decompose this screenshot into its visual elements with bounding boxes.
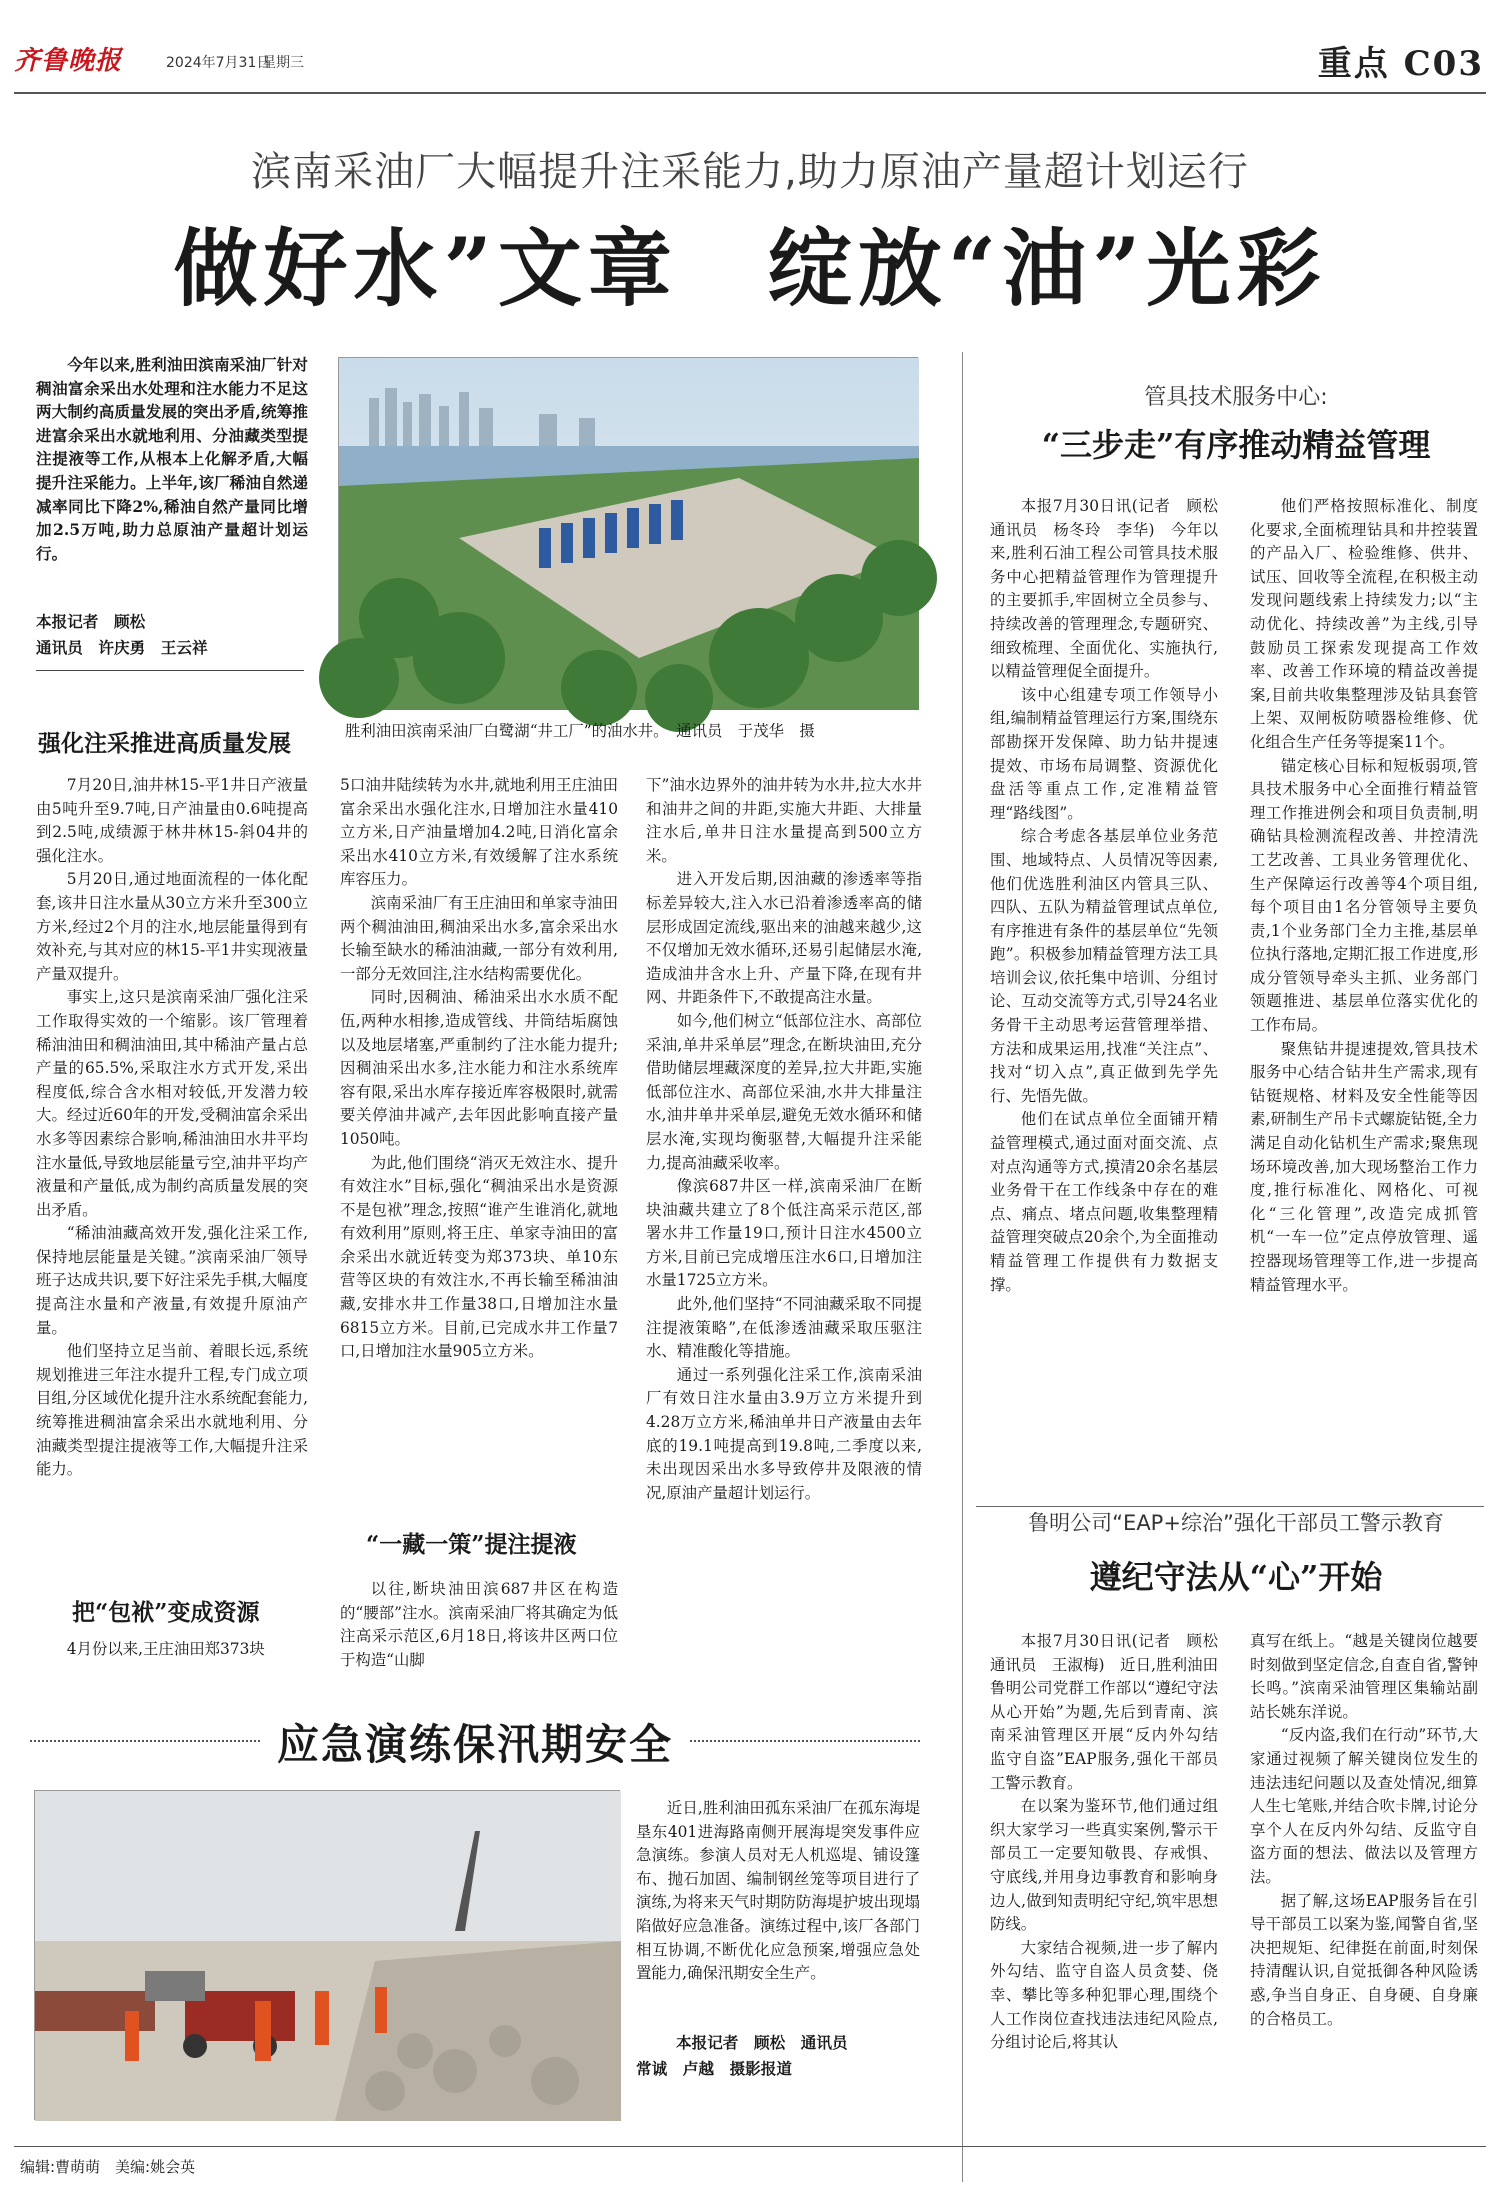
drill-byline-1: 本报记者 顾松 通讯员: [676, 2033, 848, 2052]
lead-col1-paragraph: 7月20日,油井林15-平1井日产液量由5吨升至9.7吨,日产油量由0.6吨提高到2.5吨,成绩源于林井林15-斜04井的强化注水。: [36, 776, 308, 865]
pipe-paragraph: 聚焦钻井提速提效,管具技术服务中心结合钻井生产需求,现有钻铤规格、材料及安全性能等因素,研制生产吊卡式螺旋钻铤,全力满足自动化钻机生产需求;聚焦现场环境改善,加大现场整治工作力度,推行标准化、网格化、可视化“三化管理”,改造完成抓管机“一车一位”定点停放管理、遥控器现场管理等工作,进一步提高精益管理水平。: [1250, 1039, 1478, 1294]
law-paragraph: 在以案为鉴环节,他们通过组织大家学习一些真实案例,警示干部员工一定要知敬畏、存戒惧、守底线,并用身边事教育和影响身边人,做到知责明纪守纪,筑牢思想防线。: [990, 1797, 1218, 1934]
issue-date: 2024年7月31日: [166, 55, 271, 71]
lead-col1-paragraph: 5月20日,通过地面流程的一体化配套,该井日注水量从30立方米升至300立方米,经过2个月的注水,地层能量得到有效补充,与其对应的林15-平1井实现液量产量双提升。: [36, 870, 308, 983]
lead-col3-paragraph: 像滨687井区一样,滨南采油厂在断块油藏共建立了8个低注高采示范区,部署水井工作量19口,预计日注水4500立方米,目前已完成增压注水6口,日增加注水量1725立方米。: [646, 1177, 922, 1290]
footer-editor: 编辑:曹萌萌 美编:姚会英: [20, 2158, 196, 2176]
law-paragraph: 真写在纸上。“越是关键岗位越要时刻做到坚定信念,自查自省,警钟长鸣。”滨南采油管理区集输站副站长姚东洋说。: [1250, 1632, 1478, 1721]
lead-col3-paragraph: 下”油水边界外的油井转为水井,拉大水井和油井之间的井距,实施大井距、大排量注水后,单井日注水量提高到500立方米。: [646, 776, 922, 865]
lead-subhead: 滨南采油厂大幅提升注采能力,助力原油产量超计划运行: [251, 149, 1249, 195]
drill-photo-illustration: [35, 1791, 621, 2121]
lead-col3-paragraph: 通过一系列强化注采工作,滨南采油厂有效日注水量由3.9万立方米提升到4.28万立方米,稀油单井日产液量由去年底的19.1吨提高到19.8吨,二季度以来,未出现因采出水多导致停井及限液的情况,原油产量超计划运行。: [646, 1365, 922, 1502]
drill-photo: [34, 1790, 620, 2120]
lead-col2-paragraph: 滨南采油厂有王庄油田和单家寺油田两个稠油油田,稠油采出水多,富余采出水长输至缺水的稀油油藏,一部分有效利用,一部分无效回注,注水结构需要优化。: [340, 893, 618, 983]
lead-col3-paragraph: 进入开发后期,因油藏的渗透率等指标差异较大,注入水已沿着渗透率高的储层形成固定流线,驱出来的油越来越少,这不仅增加无效水循环,还易引起储层水淹,造成油井含水上升、产量下降,在现有井网、井距条件下,不敢提高注水量。: [646, 870, 922, 1007]
newspaper-logo: 齐鲁晚报: [14, 46, 123, 76]
oilfield-photo-illustration: [339, 358, 919, 710]
column-divider: [962, 352, 963, 2182]
pipe-headline: “三步走”有序推动精益管理: [1041, 426, 1431, 464]
pipe-paragraph: 该中心组建专项工作领导小组,编制精益管理运行方案,围绕东部勘探开发保障、助力钻井提速提效、市场布局调整、资源优化盘活等重点工作,定准精益管理“路线图”。: [990, 685, 1218, 822]
law-paragraph: 大家结合视频,进一步了解内外勾结、监守自盗人员贪婪、侥幸、攀比等多种犯罪心理,围绕个人工作岗位查找违法违纪风险点,分组讨论后,将其认: [990, 1938, 1218, 2052]
law-headline: 遵纪守法从“心”开始: [1089, 1558, 1383, 1596]
lead-col1-paragraph: “稀油油藏高效开发,强化注采工作,保持地层能量是关键。”滨南采油厂领导班子达成共识,要下好注采先手棋,大幅度提高注水量和产液量,有效提升原油产量。: [36, 1224, 308, 1337]
section-label: 重点 C03: [1317, 44, 1484, 84]
lead-col2-tail: 以往,断块油田滨687井区在构造的“腰部”注水。滨南采油厂将其确定为低注高采示范区,6月18日,将该井区两口位于构造“山脚: [340, 1580, 618, 1669]
pipe-paragraph: 锚定核心目标和短板弱项,管具技术服务中心全面推行精益管理工作推进例会和项目负责制,明确钻具检测流程改善、井控清洗工艺改善、工具业务管理优化、生产保障运行改善等4个项目组,每个项目由1名分管领导主要负责,1个业务部门全力主推,基层单位执行落地,定期汇报工作进度,形成分管领导牵头主抓、业务部门领题推进、基层单位落实优化的工作布局。: [1250, 756, 1478, 1035]
lead-divider: [36, 670, 304, 671]
law-paragraph: “反内盗,我们在行动”环节,大家通过视频了解关键岗位发生的违法违纪问题以及查处情况,细算人生七笔账,并结合吹卡牌,讨论分享个人在反内外勾结、反监守自盗方面的想法、做法以及管理方法。: [1250, 1726, 1478, 1886]
drill-byline-2: 常诚 卢越 摄影报道: [636, 2059, 792, 2078]
lead-col2-paragraph: 为此,他们围绕“消灭无效注水、提升有效注水”目标,强化“稠油采出水是资源不是包袱”理念,按照“谁产生谁消化,就地有效利用”原则,将王庄、单家寺油田的富余采出水就近转变为郑373块、单10东营等区块的有效注水,不再长输至稀油油藏,安排水井工作量38口,日增加注水量6815立方米。目前,已完成水井工作量7口,日增加注水量905立方米。: [340, 1153, 618, 1361]
lead-byline-reporter: 本报记者 顾松: [36, 612, 146, 631]
footer-rule: [14, 2146, 1486, 2147]
law-col-a: [990, 1630, 1234, 2174]
lead-col1: [36, 774, 308, 1588]
drill-headline: 应急演练保汛期安全: [276, 1720, 673, 1769]
header-rule: [14, 92, 1486, 94]
drill-rule-left: [30, 1740, 260, 1742]
law-paragraph: 据了解,这场EAP服务旨在引导干部员工以案为鉴,闻警自省,坚决把规矩、纪律挺在前面,时刻保持清醒认识,自觉抵御各种风险诱惑,争当自身正、自身硬、自身廉的合格员工。: [1250, 1891, 1478, 2028]
pipe-col-b: [1250, 495, 1478, 1495]
law-col-b: [1250, 1630, 1478, 2174]
law-paragraph: 本报7月30日讯(记者 顾松 通讯员 王淑梅) 近日,胜利油田鲁明公司党群工作部以“遵纪守法从心开始”为题,先后到青南、滨南采油管理区开展“反内外勾结 监守自盗”EAP服务,强化干部员工警示教育。: [990, 1632, 1234, 1792]
drill-text: 近日,胜利油田孤东采油厂在孤东海堤垦东401进海路南侧开展海堤突发事件应急演练。参演人员对无人机巡堤、铺设篷布、抛石加固、编制钢丝笼等项目进行了演练,为将来天气时期防防海堤护坡出现塌陷做好应急准备。演练过程中,该厂各部门相互协调,不断优化应急预案,增强应急处置能力,确保汛期安全生产。: [636, 1799, 920, 1983]
lead-col3-paragraph: 如今,他们树立“低部位注水、高部位采油,单井采单层”理念,在断块油田,充分借助储层埋藏深度的差异,拉大井距,实施低部位注水、高部位采油,水井大排量注水,油井单井采单层,避免无效水循环和储层水淹,实现均衡驱替,大幅提升注采能力,提高油藏采收率。: [646, 1011, 922, 1172]
lead-paragraph: 今年以来,胜利油田滨南采油厂针对稠油富余采出水处理和注水能力不足这两大制约高质量发展的突出矛盾,统筹推进富余采出水就地利用、分油藏类型提注提液等工作,从根本上化解矛盾,大幅提升注采能力。上半年,该厂稀油自然递减率同比下降2%,稀油自然产量同比增加2.5万吨,助力总原油产量超计划运行。: [36, 355, 308, 563]
lead-col2-paragraph: 5口油井陆续转为水井,就地利用王庄油田富余采出水强化注水,日增加注水量410立方米,日产油量增加4.2吨,日消化富余采出水410立方米,有效缓解了注水系统库容压力。: [340, 776, 618, 889]
masthead: [14, 34, 304, 82]
lead-col2-paragraph: 同时,因稠油、稀油采出水水质不配伍,两种水相掺,造成管线、井筒结垢腐蚀以及地层堵塞,严重制约了注水能力提升;因稠油采出水多,注水能力和注水系统库容有限,采出水库存接近库容极限时,就需要关停油井减产,去年因此影响直接产量1050吨。: [340, 988, 618, 1148]
issue-weekday: 星期三: [262, 55, 304, 71]
lead-section1-title: 强化注采推进高质量发展: [38, 730, 291, 757]
lead-col3-paragraph: 此外,他们坚持“不同油藏采取不同提注提液策略”,在低渗透油藏采取压驱注水、精准酸化等措施。: [646, 1295, 922, 1361]
lead-headline: 做好水”文章 绽放“油”光彩: [173, 219, 1327, 318]
lead-photo-caption: 胜利油田滨南采油厂白鹭湖“井工厂”的油水井。 通讯员 于茂华 摄: [345, 722, 815, 740]
lead-byline-correspondents: 通讯员 许庆勇 王云祥: [36, 638, 208, 657]
lead-section3-title: “一藏一策”提注提液: [366, 1531, 577, 1558]
pipe-col-a: [990, 495, 1234, 1495]
pipe-subhead: 管具技术服务中心:: [1144, 385, 1328, 410]
pipe-paragraph: 他们严格按照标准化、制度化要求,全面梳理钻具和井控装置的产品入厂、检验维修、供井、试压、回收等全流程,在积极主动发现问题线索上持续发力;以“主动优化、持续改善”为主线,引导鼓励员工探索发现提高工作效率、改善工作环境的精益改善提案,目前共收集整理涉及钻具套管上架、双闸板防喷器检维修、优化组合生产任务等提案11个。: [1250, 497, 1478, 751]
lead-section2-title: 把“包袱”变成资源: [72, 1599, 260, 1626]
lead-col2: [340, 774, 618, 1550]
pipe-paragraph: 本报7月30日讯(记者 顾松 通讯员 杨冬玲 李华) 今年以来,胜利石油工程公司管具技术服务中心把精益管理作为管理提升的主要抓手,牢固树立全员参与、持续改善的管理理念,专题研究、细致梳理、全面优化、实施执行,以精益管理促全面提升。: [990, 497, 1234, 681]
lead-col1-paragraph: 事实上,这只是滨南采油厂强化注采工作取得实效的一个缩影。该厂管理着稀油油田和稠油油田,其中稀油产量占总产量的65.5%,采取注水方式开发,采出程度低,综合含水相对较低,开发潜力较大。经过近60年的开发,受稠油富余采出水多等因素综合影响,稀油油田水井平均注水量低,导致地层能量亏空,油井平均产液量和产量低,成为制约高质量发展的突出矛盾。: [36, 988, 308, 1219]
law-subhead: 鲁明公司“EAP+综治”强化干部员工警示教育: [1028, 1511, 1444, 1535]
lead-photo: [338, 357, 918, 709]
pipe-paragraph: 综合考虑各基层单位业务范围、地域特点、人员情况等因素,他们优选胜利油区内管具三队、四队、五队为精益管理试点单位,有序推进有条件的基层单位“先领跑”。积极参加精益管理方法工具培训会议,依托集中培训、分组讨论、互动交流等方式,引导24名业务骨干主动思考运营管理举措、方法和成果运用,找准“关注点”、找对“切入点”,真正做到先学先行、先悟先做。: [990, 827, 1218, 1105]
pipe-paragraph: 他们在试点单位全面铺开精益管理模式,通过面对面交流、点对点沟通等方式,摸清20余名基层业务骨干在工作线条中存在的难点、痛点、堵点问题,收集整理精益管理突破点20余个,为全面推动精益管理工作提供有力数据支撑。: [990, 1110, 1218, 1294]
lead-col1-tail: 4月份以来,王庄油田郑373块: [66, 1640, 265, 1658]
lead-col1-paragraph: 他们坚持立足当前、着眼长远,系统规划推进三年注水提升工程,专门成立项目组,分区域优化提升注水系统配套能力,统筹推进稠油富余采出水就地利用、分油藏类型提注提液等工作,大幅提升注采能力。: [36, 1342, 308, 1479]
drill-rule-right: [690, 1740, 920, 1742]
lead-col3: [646, 774, 922, 1670]
